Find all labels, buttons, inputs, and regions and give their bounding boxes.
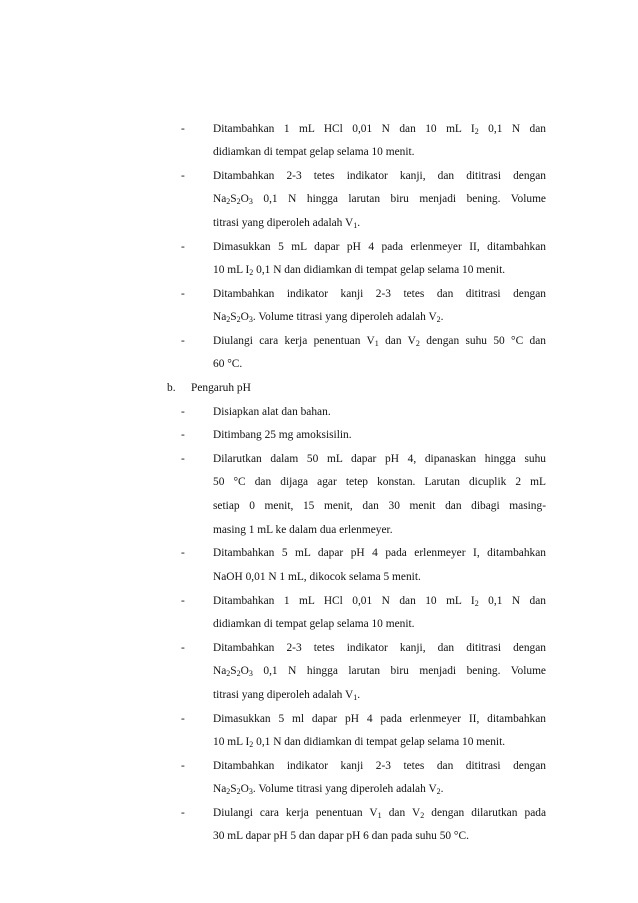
- text-run: Na: [213, 193, 227, 206]
- subscript: 2: [420, 810, 425, 820]
- text-run: dengan dilarutkan pada: [424, 806, 546, 819]
- text-run: titrasi yang diperoleh adalah V: [213, 216, 354, 229]
- text-run: Na: [213, 783, 227, 796]
- subscript: 3: [248, 197, 253, 207]
- list-item: [213, 708, 546, 755]
- list-item: [213, 283, 546, 330]
- subscript: 3: [248, 315, 253, 325]
- text-run: Dimasukkan 5 mL dapar pH 4 pada erlenmeyer II, ditambahkan: [213, 240, 546, 253]
- subscript: 2: [226, 787, 231, 797]
- list-bullet: -: [181, 334, 185, 347]
- subscript: 2: [226, 315, 231, 325]
- text-line: [213, 471, 546, 495]
- text-run: Disiapkan alat dan bahan.: [213, 405, 331, 418]
- text-run: Ditambahkan indikator kanji 2-3 tetes dan dititrasi dengan: [213, 287, 546, 300]
- subscript: 2: [236, 197, 241, 207]
- subscript: 2: [226, 669, 231, 679]
- list-bullet: -: [181, 122, 185, 135]
- text-run: 10 mL I: [213, 264, 250, 277]
- text-line: [213, 306, 546, 330]
- text-run: Ditimbang 25 mg amoksisilin.: [213, 429, 352, 442]
- text-run: O: [240, 311, 249, 324]
- subscript: 2: [236, 787, 241, 797]
- text-line: [213, 401, 546, 425]
- text-run: didiamkan di tempat gelap selama 10 menit.: [213, 146, 415, 159]
- text-run: Ditambahkan 2-3 tetes indikator kanji, dan dititrasi dengan: [213, 641, 546, 654]
- text-run: .: [440, 311, 444, 324]
- text-line: [213, 684, 546, 708]
- list-bullet: -: [181, 452, 185, 465]
- list-bullet: -: [181, 712, 185, 725]
- text-run: Ditambahkan 2-3 tetes indikator kanji, dan dititrasi dengan: [213, 169, 546, 182]
- text-run: dan V: [378, 334, 416, 347]
- subscript: 2: [249, 268, 254, 278]
- text-line: [213, 118, 546, 142]
- text-line: [213, 542, 546, 566]
- text-run: O: [240, 665, 249, 678]
- text-line: [213, 259, 546, 283]
- subscript: 2: [474, 598, 479, 608]
- text-line: [213, 353, 546, 377]
- text-line: [213, 802, 546, 826]
- text-run: 10 mL I: [213, 736, 250, 749]
- text-run: Ditambahkan 1 mL HCl 0,01 N dan 10 mL I: [213, 122, 475, 135]
- list-bullet: -: [181, 405, 185, 418]
- text-line: [213, 283, 546, 307]
- text-line: [213, 212, 546, 236]
- text-run: titrasi yang diperoleh adalah V: [213, 688, 354, 701]
- text-run: 0,1 N dan didiamkan di tempat gelap selama 10 menit.: [253, 264, 506, 277]
- subscript: 2: [436, 787, 441, 797]
- subscript: 2: [474, 126, 479, 136]
- list-item: [213, 236, 546, 283]
- text-run: Diulangi cara kerja penentuan V: [213, 806, 378, 819]
- list-item: [213, 590, 546, 637]
- text-run: S: [230, 311, 237, 324]
- text-line: [213, 141, 546, 165]
- text-run: Dimasukkan 5 ml dapar pH 4 pada erlenmeyer II, ditambahkan: [213, 712, 546, 725]
- text-run: .: [440, 783, 444, 796]
- text-line: [213, 165, 546, 189]
- section-title: Pengaruh pH: [191, 382, 251, 395]
- text-line: [213, 519, 546, 543]
- list-bullet: -: [181, 240, 185, 253]
- text-line: [213, 330, 546, 354]
- list-item: [213, 802, 546, 849]
- text-run: NaOH 0,01 N 1 mL, dikocok selama 5 menit.: [213, 570, 421, 583]
- text-line: [213, 637, 546, 661]
- subscript: 1: [353, 692, 358, 702]
- text-run: 0,1 N dan: [478, 594, 546, 607]
- list-bullet: -: [181, 806, 185, 819]
- subscript: 2: [226, 197, 231, 207]
- list-bullet: -: [181, 594, 185, 607]
- text-line: [213, 731, 546, 755]
- text-line: [213, 778, 546, 802]
- list-item: [213, 424, 546, 448]
- list-bullet: -: [181, 169, 185, 182]
- list-item: [213, 165, 546, 236]
- text-run: 0,1 N hingga larutan biru menjadi bening. Volume: [252, 665, 546, 678]
- text-run: didiamkan di tempat gelap selama 10 menit.: [213, 618, 415, 631]
- text-run: 0,1 N hingga larutan biru menjadi bening. Volume: [252, 193, 546, 206]
- subscript: 1: [377, 810, 382, 820]
- text-line: [213, 424, 546, 448]
- list-bullet: -: [181, 547, 185, 560]
- subscript: 2: [436, 315, 441, 325]
- list-item: [213, 330, 546, 377]
- list-bullet: -: [181, 641, 185, 654]
- text-run: 30 mL dapar pH 5 dan dapar pH 6 dan pada suhu 50 °C.: [213, 830, 469, 843]
- list-item: [213, 401, 546, 425]
- list-item: [213, 448, 546, 542]
- text-line: [213, 448, 546, 472]
- text-line: [213, 708, 546, 732]
- text-run: 0,1 N dan: [478, 122, 546, 135]
- subscript: 2: [236, 315, 241, 325]
- text-run: Diulangi cara kerja penentuan V: [213, 334, 375, 347]
- text-run: setiap 0 menit, 15 menit, dan 30 menit dan dibagi masing-: [213, 500, 546, 513]
- text-run: Na: [213, 665, 227, 678]
- text-line: [213, 188, 546, 212]
- text-run: 60 °C.: [213, 358, 243, 371]
- text-run: Ditambahkan 5 mL dapar pH 4 pada erlenmeyer I, ditambahkan: [213, 547, 546, 560]
- text-line: [213, 825, 546, 849]
- text-run: . Volume titrasi yang diperoleh adalah V: [252, 311, 437, 324]
- subscript: 2: [249, 740, 254, 750]
- text-line: [213, 613, 546, 637]
- list-bullet: -: [181, 759, 185, 772]
- list-bullet: -: [181, 287, 185, 300]
- list-bullet: -: [181, 429, 185, 442]
- text-line: [213, 590, 546, 614]
- text-run: masing 1 mL ke dalam dua erlenmeyer.: [213, 523, 393, 536]
- text-run: S: [230, 783, 237, 796]
- text-run: .: [357, 216, 361, 229]
- text-run: 0,1 N dan didiamkan di tempat gelap selama 10 menit.: [253, 736, 506, 749]
- subscript: 3: [248, 787, 253, 797]
- text-run: O: [240, 783, 249, 796]
- text-run: Na: [213, 311, 227, 324]
- subscript: 1: [374, 338, 379, 348]
- subscript: 1: [353, 220, 358, 230]
- text-run: S: [230, 193, 237, 206]
- text-run: .: [357, 688, 361, 701]
- text-line: [213, 755, 546, 779]
- text-run: 50 °C dan dijaga agar tetep konstan. Larutan dicuplik 2 mL: [213, 476, 546, 489]
- subscript: 2: [415, 338, 420, 348]
- text-line: [213, 660, 546, 684]
- text-run: S: [230, 665, 237, 678]
- list-item: [213, 542, 546, 589]
- text-run: Ditambahkan indikator kanji 2-3 tetes dan dititrasi dengan: [213, 759, 546, 772]
- text-run: dan V: [381, 806, 421, 819]
- text-run: Ditambahkan 1 mL HCl 0,01 N dan 10 mL I: [213, 594, 475, 607]
- text-line: [213, 495, 546, 519]
- text-line: [213, 236, 546, 260]
- list-item: [213, 755, 546, 802]
- text-run: O: [240, 193, 249, 206]
- text-run: dengan suhu 50 °C dan: [419, 334, 546, 347]
- subscript: 2: [236, 669, 241, 679]
- list-item: [213, 637, 546, 708]
- section-marker: b.: [167, 382, 176, 395]
- text-run: Dilarutkan dalam 50 mL dapar pH 4, dipanaskan hingga suhu: [213, 452, 546, 465]
- list-item: [213, 118, 546, 165]
- text-line: [213, 566, 546, 590]
- subscript: 3: [248, 669, 253, 679]
- text-run: . Volume titrasi yang diperoleh adalah V: [252, 783, 437, 796]
